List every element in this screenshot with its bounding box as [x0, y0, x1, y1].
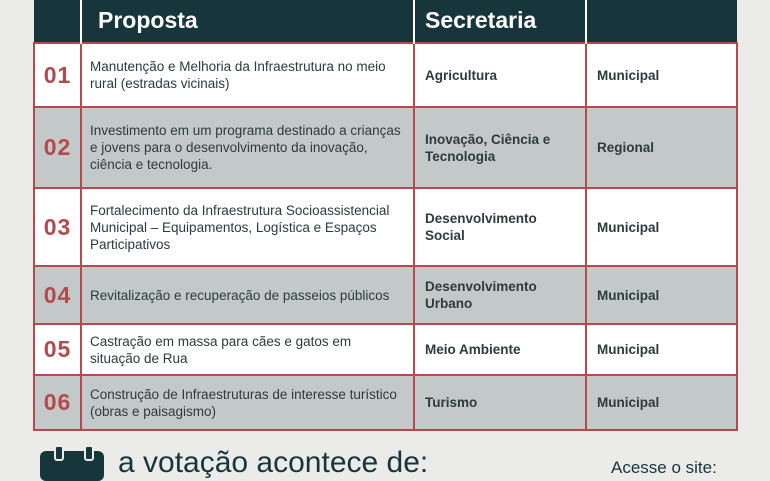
header-num [34, 0, 81, 43]
row-secretaria: Turismo [414, 375, 586, 430]
row-description: Manutenção e Melhoria da Infraestrutura no meio rural (estradas vicinais) [81, 43, 414, 107]
row-number: 01 [34, 43, 81, 107]
row-level: Municipal [586, 188, 737, 266]
header-nivel [586, 0, 737, 43]
row-secretaria: Desenvolvimento Social [414, 188, 586, 266]
row-secretaria: Agricultura [414, 43, 586, 107]
proposals-table [33, 0, 738, 431]
row-secretaria: Meio Ambiente [414, 324, 586, 375]
table-row [34, 107, 737, 188]
row-level: Municipal [586, 266, 737, 324]
row-description: Investimento em um programa destinado a crianças e jovens para o desenvolvimento da inovação, ciência e tecnologia. [81, 107, 414, 188]
table-row [34, 375, 737, 430]
row-secretaria: Desenvolvimento Urbano [414, 266, 586, 324]
row-description: Fortalecimento da Infraestrutura Socioassistencial Municipal – Equipamentos, Logística e Espaços Participativos [81, 188, 414, 266]
calendar-icon [40, 451, 104, 481]
row-secretaria: Inovação, Ciência e Tecnologia [414, 107, 586, 188]
row-number: 05 [34, 324, 81, 375]
site-link-label: Acesse o site: [611, 458, 717, 477]
table-row [34, 43, 737, 107]
table-header [34, 0, 737, 43]
row-number: 06 [34, 375, 81, 430]
row-number: 04 [34, 266, 81, 324]
row-level: Regional [586, 107, 737, 188]
row-level: Municipal [586, 43, 737, 107]
table-row [34, 324, 737, 375]
row-description: Revitalização e recuperação de passeios públicos [81, 266, 414, 324]
row-description: Construção de Infraestruturas de interesse turístico (obras e paisagismo) [81, 375, 414, 430]
row-level: Municipal [586, 324, 737, 375]
table-row [34, 266, 737, 324]
row-number: 02 [34, 107, 81, 188]
header-secretaria: Secretaria [414, 0, 586, 43]
row-level: Municipal [586, 375, 737, 430]
row-number: 03 [34, 188, 81, 266]
header-proposta: Proposta [81, 0, 414, 43]
table-row [34, 188, 737, 266]
voting-dates-heading: a votação acontece de: [118, 446, 429, 479]
row-description: Castração em massa para cães e gatos em situação de Rua [81, 324, 414, 375]
